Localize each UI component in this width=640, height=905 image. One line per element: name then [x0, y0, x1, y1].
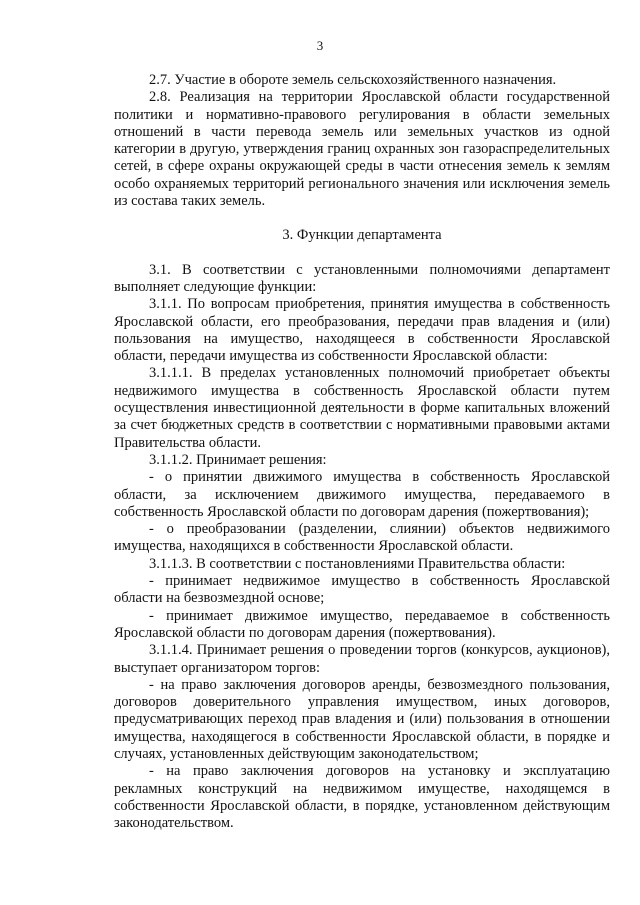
- paragraph-3-1-1-1: 3.1.1.1. В пределах установленных полномочий приобретает объекты недвижимого имущества в собственность Ярославской области путем осуществления инвестиционной деятельности в форме капитальных вложений за счет бюджетных средств в соответствии с нормативными правовыми актами Правительства области.: [114, 365, 610, 451]
- list-item: - на право заключения договоров на установку и эксплуатацию рекламных конструкций на недвижимом имуществе, находящемся в собственности Ярославской области, в порядке, установленном действующим законодательством.: [114, 763, 610, 832]
- list-item: - принимает недвижимое имущество в собственность Ярославской области на безвозмездной основе;: [114, 573, 610, 607]
- list-item: - о принятии движимого имущества в собственность Ярославской области, за исключением движимого имущества, передаваемого в собственность Ярославской области по договорам дарения (пожертвования);: [114, 469, 610, 520]
- paragraph-3-1-1-3: 3.1.1.3. В соответствии с постановлениями Правительства области:: [149, 555, 566, 572]
- page-number: 3: [316, 38, 324, 53]
- paragraph-3-1-1-2: 3.1.1.2. Принимает решения:: [149, 451, 327, 468]
- paragraph-3-1: 3.1. В соответствии с установленными полномочиями департамент выполняет следующие функции:: [114, 261, 610, 295]
- document-body: [114, 72, 610, 832]
- paragraph-2-7: 2.7. Участие в обороте земель сельскохозяйственного назначения.: [149, 72, 557, 88]
- paragraph-3-1-1-4: 3.1.1.4. Принимает решения о проведении торгов (конкурсов, аукционов), выступает организатором торгов:: [114, 642, 610, 676]
- list-item: - на право заключения договоров аренды, безвозмездного пользования, договоров доверительного управления имуществом, иных договоров, предусматривающих переход прав владения и (или) пользования в отношении имущества, находящегося в собственности Ярославской области, в порядке и случаях, установленных действующим законодательством;: [114, 676, 610, 762]
- list-item: - принимает движимое имущество, передаваемое в собственность Ярославской области по договорам дарения (пожертвования).: [114, 607, 610, 641]
- list-item: - о преобразовании (разделении, слиянии) объектов недвижимого имущества, находящихся в собственности Ярославской области.: [114, 521, 610, 555]
- paragraph-2-8: 2.8. Реализация на территории Ярославской области государственной политики и нормативно-правового регулирования в области земельных отношений в части перевода земель или земельных участков из одной категории в другую, утверждения границ охранных зон газораспределительных сетей, в сфере охраны окружающей среды в части отнесения земель к землям особо охраняемых территорий регионального значения или исключения земель из состава таких земель.: [114, 89, 610, 210]
- section-heading: 3. Функции департамента: [282, 227, 442, 244]
- paragraph-3-1-1: 3.1.1. По вопросам приобретения, принятия имущества в собственность Ярославской области, его преобразования, передачи прав владения и (или) пользования на имущество, находящееся в собственности Ярославской области, передачи имущества из собственности Ярославской области:: [114, 296, 610, 365]
